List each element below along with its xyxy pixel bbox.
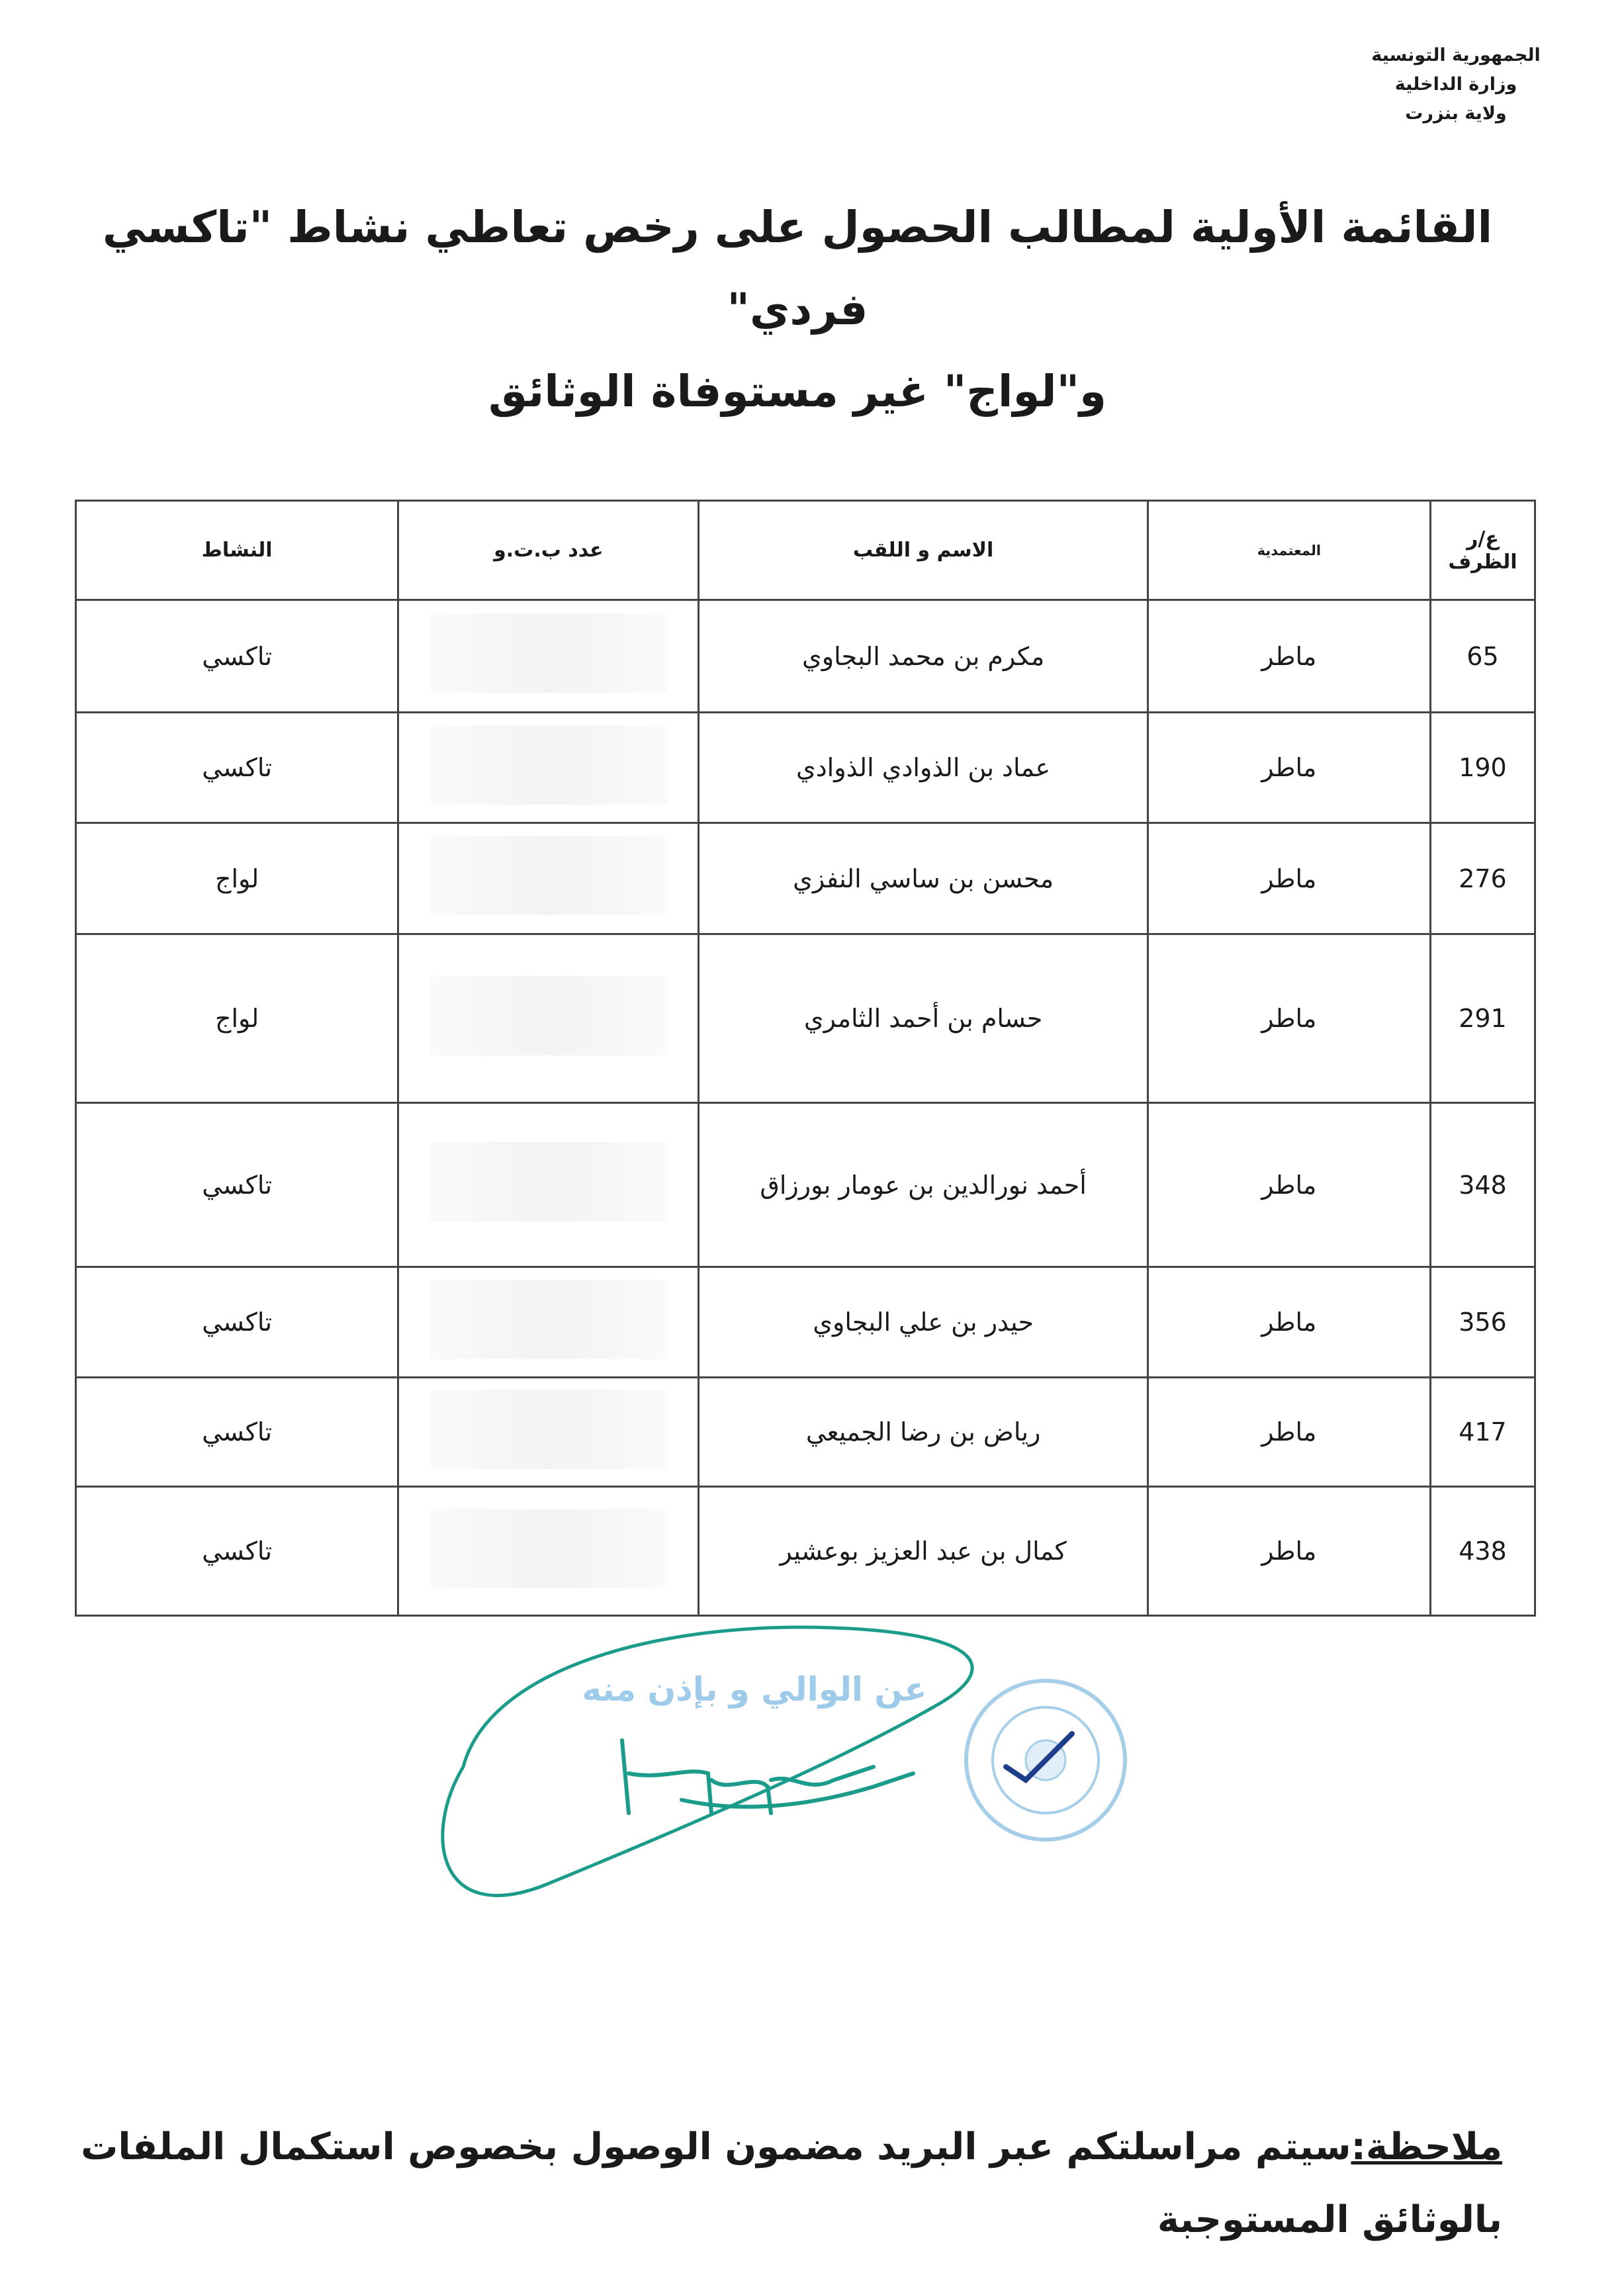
header-country: الجمهورية التونسية <box>1371 45 1541 66</box>
cell-id-redacted <box>398 934 699 1103</box>
cell-envelope: 438 <box>1430 1487 1535 1616</box>
cell-name: محسن بن ساسي النفزي <box>699 823 1148 934</box>
header-activity: النشاط <box>76 501 398 600</box>
header-governorate: ولاية بنزرت <box>1405 103 1507 124</box>
cell-envelope: 356 <box>1430 1267 1535 1378</box>
cell-id-redacted <box>398 823 699 934</box>
cell-delegation: ماطر <box>1148 1103 1430 1267</box>
cell-envelope: 276 <box>1430 823 1535 934</box>
cell-name: عماد بن الذوادي الذوادي <box>699 713 1148 823</box>
cell-activity: تاكسي <box>76 1378 398 1487</box>
cell-activity: تاكسي <box>76 1267 398 1378</box>
redaction-block <box>429 613 668 693</box>
cell-name: كمال بن عبد العزيز بوعشير <box>699 1487 1148 1616</box>
table-row <box>76 1378 1535 1487</box>
cell-name: حسام بن أحمد الثامري <box>699 934 1148 1103</box>
cell-delegation: ماطر <box>1148 1487 1430 1616</box>
redaction-block <box>429 1509 668 1588</box>
cell-delegation: ماطر <box>1148 934 1430 1103</box>
redaction-block <box>429 725 668 805</box>
table-row <box>76 1487 1535 1616</box>
signature-loop <box>443 1627 972 1895</box>
cell-delegation: ماطر <box>1148 600 1430 713</box>
note-label: ملاحظة: <box>1351 2125 1502 2168</box>
redaction-block <box>429 1280 668 1359</box>
cell-envelope: 348 <box>1430 1103 1535 1267</box>
cell-id-redacted <box>398 1378 699 1487</box>
document-title <box>99 187 1496 433</box>
header-delegation: المعتمدية <box>1148 501 1430 600</box>
cell-delegation: ماطر <box>1148 1267 1430 1378</box>
cell-envelope: 190 <box>1430 713 1535 823</box>
cell-activity: تاكسي <box>76 600 398 713</box>
cell-activity: تاكسي <box>76 713 398 823</box>
header-envelope-number: ع/ر الظرف <box>1430 501 1535 600</box>
issuer-header <box>1370 41 1542 128</box>
table-row <box>76 934 1535 1103</box>
redaction-block <box>429 1390 668 1469</box>
note-block <box>73 2111 1502 2256</box>
cell-id-redacted <box>398 1103 699 1267</box>
cell-id-redacted <box>398 713 699 823</box>
table-header-row <box>76 501 1535 600</box>
cell-id-redacted <box>398 1487 699 1616</box>
table-row <box>76 823 1535 934</box>
cell-id-redacted <box>398 600 699 713</box>
cell-name: رياض بن رضا الجميعي <box>699 1378 1148 1487</box>
cell-activity: تاكسي <box>76 1487 398 1616</box>
cell-name: أحمد نورالدين بن عومار بورزاق <box>699 1103 1148 1267</box>
cell-name: حيدر بن علي البجاوي <box>699 1267 1148 1378</box>
redaction-block <box>429 1142 668 1222</box>
title-line-1: القائمة الأولية لمطالب الحصول على رخص تعاطي نشاط "تاكسي فردي" <box>102 202 1493 335</box>
cell-activity: لواج <box>76 934 398 1103</box>
cell-envelope: 65 <box>1430 600 1535 713</box>
stamp-authority-text: عن الوالي و بإذن منه <box>582 1670 927 1709</box>
cell-envelope: 291 <box>1430 934 1535 1103</box>
redaction-block <box>429 976 668 1055</box>
cell-delegation: ماطر <box>1148 823 1430 934</box>
table-row <box>76 713 1535 823</box>
title-line-2: و"لواج" غير مستوفاة الوثائق <box>488 366 1107 417</box>
signature-stamp-area <box>410 1615 1178 1959</box>
signature-svg <box>410 1615 1178 1959</box>
cell-activity: لواج <box>76 823 398 934</box>
header-id-number: عدد ب.ت.و <box>398 501 699 600</box>
cell-envelope: 417 <box>1430 1378 1535 1487</box>
signature-stroke <box>622 1740 913 1813</box>
header-name: الاسم و اللقب <box>699 501 1148 600</box>
cell-id-redacted <box>398 1267 699 1378</box>
table-row <box>76 600 1535 713</box>
cell-delegation: ماطر <box>1148 713 1430 823</box>
header-ministry: وزارة الداخلية <box>1394 74 1517 95</box>
table-row <box>76 1103 1535 1267</box>
redaction-block <box>429 836 668 915</box>
applications-table <box>75 500 1536 1617</box>
cell-name: مكرم بن محمد البجاوي <box>699 600 1148 713</box>
table-row <box>76 1267 1535 1378</box>
note-text: سيتم مراسلتكم عبر البريد مضمون الوصول بخصوص استكمال الملفات بالوثائق المستوجبة <box>81 2125 1502 2241</box>
cell-activity: تاكسي <box>76 1103 398 1267</box>
cell-delegation: ماطر <box>1148 1378 1430 1487</box>
